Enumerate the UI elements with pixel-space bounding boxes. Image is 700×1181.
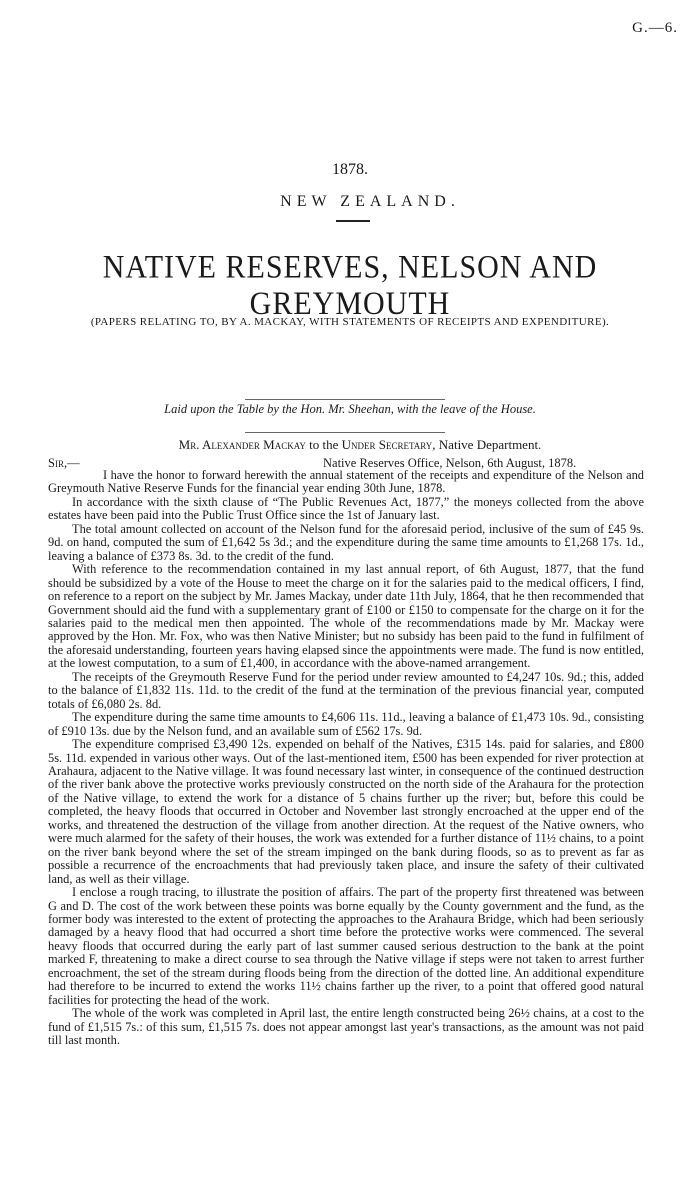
document-subtitle: (PAPERS RELATING TO, BY A. MACKAY, WITH STATEMENTS OF RECEIPTS AND EXPENDITURE). <box>90 316 610 328</box>
divider-bottom <box>245 432 445 433</box>
address-to-word: to the <box>309 437 339 452</box>
paragraph: The whole of the work was completed in April last, the entire length constructed being 26½ chains, at a cost to the fund of £1,515 7s.: of this sum, £1,515 7s. does not appear amongst last year's transactions, as the amount was not paid till last month. <box>48 1006 644 1048</box>
laid-note: Laid upon the Table by the Hon. Mr. Sheehan, with the leave of the House. <box>164 402 536 416</box>
salutation: Sir,— <box>48 456 80 470</box>
letter-body <box>48 469 644 1047</box>
country-heading: NEW ZEALAND. <box>280 193 460 210</box>
address-to: Under Secretary <box>341 437 433 452</box>
paragraph: With reference to the recommendation contained in my last annual report, of 6th August, 1877, that the fund should be subsidized by a vote of the House to meet the charge on it for the salaries paid to the medical officers, I find, on reference to a report on the subject by Mr. James Mackay, under date 11th July, 1864, that he then recommended that Government should aid the fund with a supplementary grant of £100 or £150 to compensate for the charge on it for the salaries paid to the medical men then appointed. The whole of the recommendations made by Mr. Mackay were approved by the Hon. Mr. Fox, who was then Native Minister; but no subsidy has been paid to the fund in fulfilment of the aforesaid understanding, fourteen years having elapsed since the appointments were made. The fund is now entitled, at the lowest computation, to a sum of £1,400, in accordance with the above-named arrangement. <box>48 562 644 671</box>
address-from: Mr. Alexander Mackay <box>178 437 306 452</box>
paragraph: The expenditure comprised £3,490 12s. expended on behalf of the Natives, £315 14s. paid for salaries, and £800 5s. 11d. expended in various other ways. Out of the last-mentioned item, £500 has been expended for river protection at Arahaura, adjacent to the Native village. It was found necessary last winter, in consequence of the continued destruction of the river bank above the protective works previously constructed on the north side of the Arahaura for the protection of the Native village, to extend the work for a distance of 5 chains further up the river; but, before this could be completed, the heavy floods that occurred in October and November last strongly encroached at the upper end of the works, and threatened the destruction of the village from another direction. At the request of the Native owners, who were much alarmed for the safety of their houses, the work was extended for a further distance of 11½ chains, to a point on the river bank beyond where the set of the stream impinged on the bank during floods, so as to prevent as far as possible a recurrence of the encroachments that had previously taken place, and insure the safety of their cultivated land, as well as their village. <box>48 737 644 886</box>
divider <box>336 220 370 222</box>
letter-address <box>0 437 700 453</box>
paragraph: The receipts of the Greymouth Reserve Fund for the period under review amounted to £4,247 10s. 9d.; this, added to the balance of £1,832 11s. 11d. to the credit of the fund at the termination of the previous financial year, computed totals of £6,080 2s. 8d. <box>48 669 644 711</box>
address-dept: , Native Department. <box>432 437 542 452</box>
paragraph: In accordance with the sixth clause of “The Public Revenues Act, 1877,” the moneys collected from the above estates have been paid into the Public Trust Office since the 1st of January last. <box>48 494 644 523</box>
place-date: Native Reserves Office, Nelson, 6th August, 1878. <box>323 456 577 470</box>
divider-top <box>245 399 445 400</box>
paragraph: The total amount collected on account of the Nelson fund for the aforesaid period, inclusive of the sum of £45 9s. 9d. on hand, computed the sum of £1,642 5s 3d.; and the expenditure during the same time amounts to £1,268 17s. 1d., leaving a balance of £373 8s. 3d. to the credit of the fund. <box>48 521 644 563</box>
year-heading: 1878. <box>332 161 368 178</box>
document-title: NATIVE RESERVES, NELSON AND GREYMOUTH <box>102 249 598 322</box>
paragraph: The expenditure during the same time amounts to £4,606 11s. 11d., leaving a balance of £1,473 10s. 9d., consisting of £910 13s. due by the Nelson fund, and an available sum of £562 17s. 9d. <box>48 710 644 738</box>
paragraph: I enclose a rough tracing, to illustrate the position of affairs. The part of the property first threatened was between G and D. The cost of the work between these points was borne equally by the County government and the fund, as the former body was interested to the extent of protecting the approaches to the Arahaura Bridge, which had been seriously damaged by a heavy flood that had occurred a short time before the protective works were commenced. The several heavy floods that occurred during the early part of last summer caused serious destruction to the bank at the point marked F, threatening to make a direct course to sea through the Native village if steps were not taken to arrest further encroachment, the set of the stream during floods being from the direction of the dotted line. An additional expenditure had therefore to be incurred to extend the works 11½ chains farther up the river, to a point that offered good natural facilities for protecting the head of the work. <box>48 885 644 1007</box>
paragraph: I have the honor to forward herewith the annual statement of the receipts and expenditure of the Nelson and Greymouth Native Reserve Funds for the financial year ending 30th June, 1878. <box>48 468 644 496</box>
page-number: G.—6. <box>632 20 678 36</box>
